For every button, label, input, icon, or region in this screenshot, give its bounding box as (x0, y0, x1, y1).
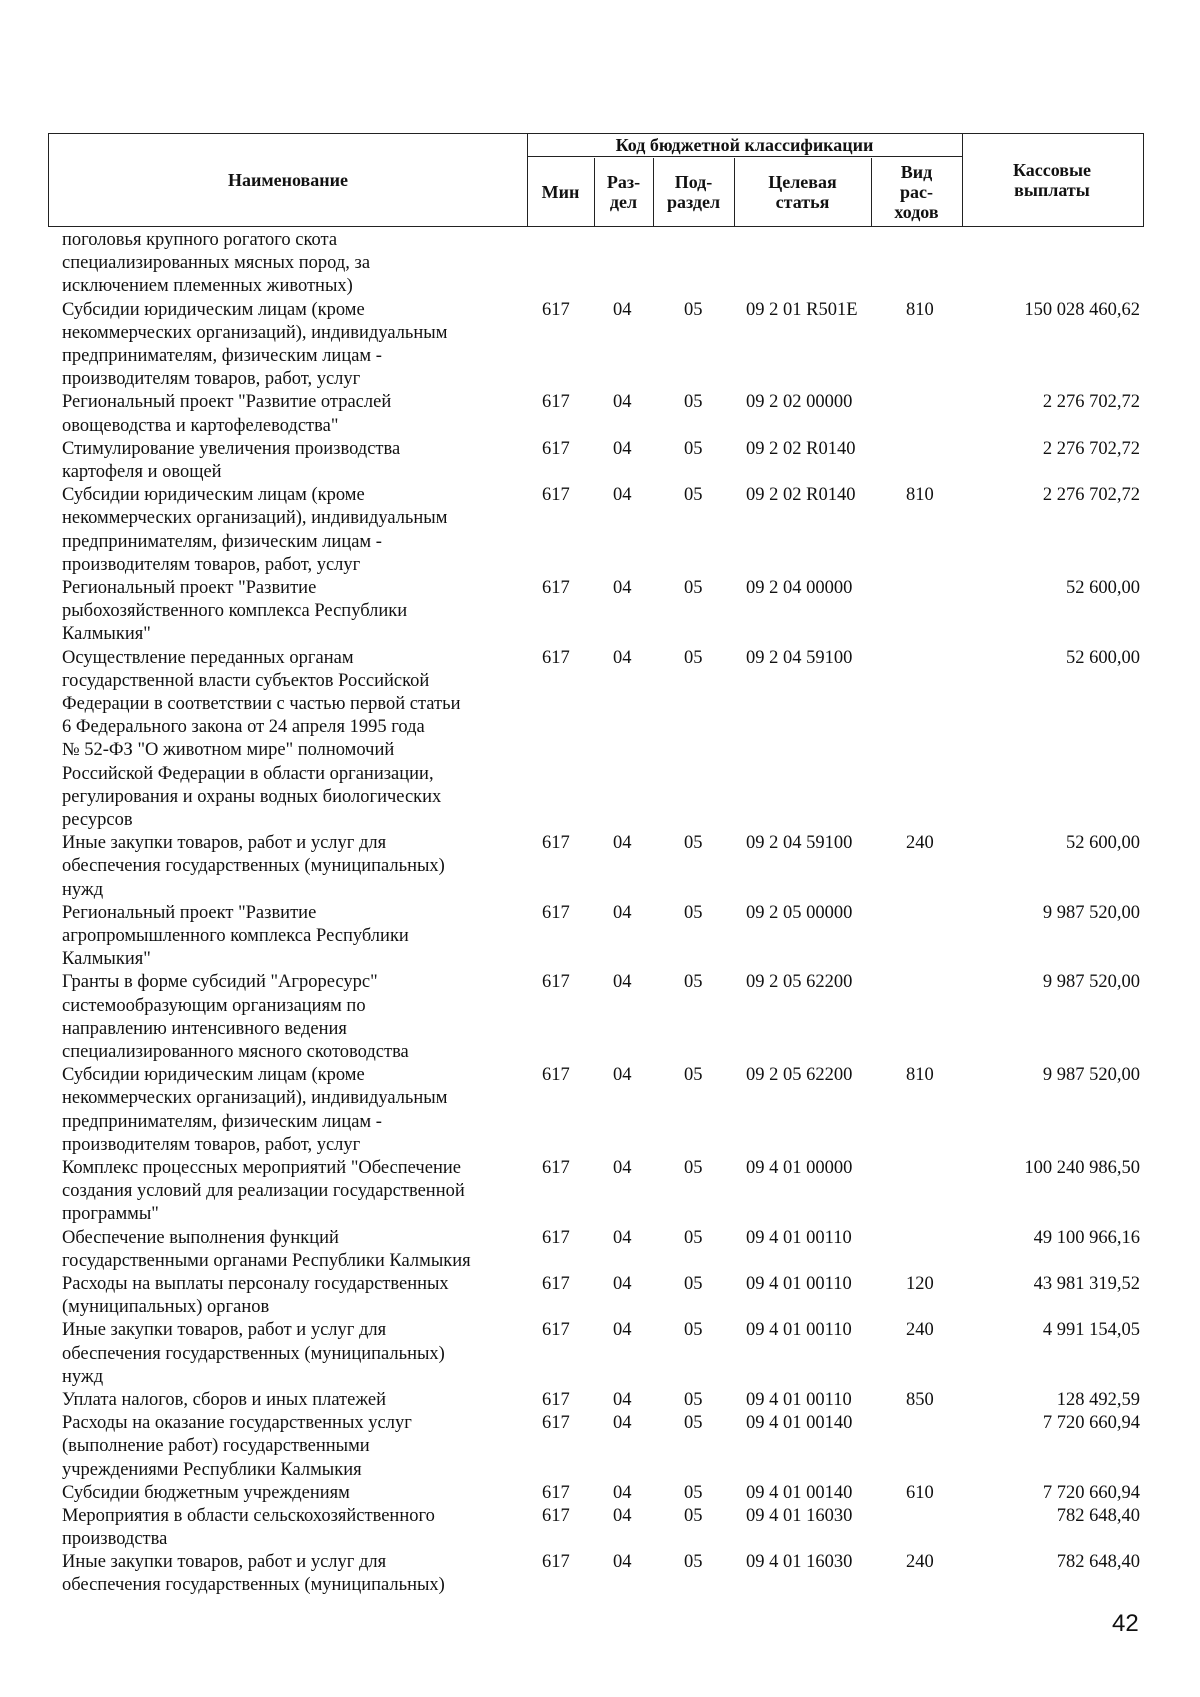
header-podrazdel: Под- раздел (666, 171, 721, 212)
row-name-line: нужд (62, 1366, 104, 1387)
header-name: Наименование (228, 169, 348, 190)
row-name-line: овощеводства и картофелеводства" (62, 415, 339, 436)
row-podrazdel: 05 (684, 392, 703, 413)
row-name-line: Субсидии юридическим лицам (кроме (62, 485, 365, 506)
row-name (62, 971, 524, 1064)
row-name-line: Российской Федерации в области организации, (62, 763, 434, 784)
row-name-line: Обеспечение выполнения функций (62, 1227, 339, 1248)
table-row (0, 971, 1200, 1064)
row-name-line: системообразующим организациям по (62, 995, 366, 1016)
table-row (0, 438, 1200, 484)
row-podrazdel: 05 (684, 1320, 703, 1341)
row-amount: 2 276 702,72 (1042, 392, 1140, 413)
row-vid: 810 (906, 299, 934, 320)
row-target: 09 4 01 00110 (746, 1273, 852, 1294)
row-vid: 850 (906, 1389, 934, 1410)
row-min: 617 (542, 299, 570, 320)
table-row (0, 1227, 1200, 1273)
row-razdel: 04 (613, 902, 632, 923)
row-podrazdel: 05 (684, 902, 703, 923)
row-min: 617 (542, 972, 570, 993)
row-name (62, 1319, 524, 1389)
row-razdel: 04 (613, 1505, 632, 1526)
row-podrazdel: 05 (684, 1227, 703, 1248)
table-row (0, 647, 1200, 833)
row-name (62, 484, 524, 577)
row-name-line: нужд (62, 879, 104, 900)
table-row (0, 484, 1200, 577)
row-target: 09 4 01 00110 (746, 1227, 852, 1248)
row-name-line: поголовья крупного рогатого скота (62, 230, 338, 250)
row-min: 617 (542, 1552, 570, 1573)
header-target: Целевая статья (768, 171, 837, 212)
row-razdel: 04 (613, 1482, 632, 1503)
row-amount: 7 720 660,94 (1042, 1482, 1140, 1503)
row-min: 617 (542, 833, 570, 854)
table-row (0, 832, 1200, 902)
row-podrazdel: 05 (684, 1413, 703, 1434)
row-amount: 9 987 520,00 (1042, 1065, 1140, 1086)
row-name-line: некоммерческих организаций), индивидуальным (62, 1088, 448, 1109)
row-razdel: 04 (613, 1320, 632, 1341)
row-name-line: Расходы на оказание государственных услуг (62, 1413, 412, 1434)
row-podrazdel: 05 (684, 1389, 703, 1410)
row-amount: 2 276 702,72 (1042, 485, 1140, 506)
row-name-line: Иные закупки товаров, работ и услуг для (62, 833, 387, 854)
row-razdel: 04 (613, 392, 632, 413)
row-name-line: № 52-ФЗ "О животном мире" полномочий (62, 740, 395, 761)
row-vid: 120 (906, 1273, 934, 1294)
row-name-line: государственными органами Республики Калмыкия (62, 1250, 471, 1271)
header-code-group: Код бюджетной классификации (615, 135, 874, 155)
row-razdel: 04 (613, 1065, 632, 1086)
row-name-line: Комплекс процессных мероприятий "Обеспечение (62, 1157, 461, 1178)
row-name-line: направлению интенсивного ведения (62, 1018, 347, 1039)
row-min: 617 (542, 1389, 570, 1410)
row-name (62, 1412, 524, 1482)
row-vid: 240 (906, 1320, 934, 1341)
row-target: 09 4 01 00110 (746, 1320, 852, 1341)
row-min: 617 (542, 1413, 570, 1434)
row-name-line: Калмыкия" (62, 624, 151, 645)
row-name (62, 1389, 524, 1412)
row-name-line: Региональный проект "Развитие отраслей (62, 392, 392, 413)
row-min: 617 (542, 438, 570, 459)
table-header (48, 133, 1144, 227)
row-name (62, 1482, 524, 1505)
row-name-line: предпринимателям, физическим лицам - (62, 531, 382, 552)
row-name-line: Иные закупки товаров, работ и услуг для (62, 1552, 387, 1573)
row-name (62, 1273, 524, 1319)
row-min: 617 (542, 1273, 570, 1294)
row-podrazdel: 05 (684, 972, 703, 993)
row-razdel: 04 (613, 1413, 632, 1434)
row-amount: 49 100 966,16 (1033, 1227, 1140, 1248)
row-vid: 810 (906, 1065, 934, 1086)
row-name-line: Мероприятия в области сельскохозяйственного (62, 1505, 435, 1526)
row-name-line: Региональный проект "Развитие (62, 577, 317, 598)
row-name (62, 299, 524, 392)
row-name-line: Осуществление переданных органам (62, 647, 354, 668)
row-min: 617 (542, 902, 570, 923)
header-vid: Вид рас- ходов (894, 161, 939, 222)
row-name (62, 1227, 524, 1273)
row-min: 617 (542, 1157, 570, 1178)
header-divider (527, 156, 962, 157)
row-razdel: 04 (613, 833, 632, 854)
row-name-line: учреждениями Республики Калмыкия (62, 1459, 362, 1480)
row-target: 09 2 05 62200 (746, 972, 853, 993)
row-name-line: (муниципальных) органов (62, 1297, 270, 1318)
row-name-line: Субсидии бюджетным учреждениям (62, 1482, 350, 1503)
row-name-line: программы" (62, 1204, 159, 1225)
row-podrazdel: 05 (684, 438, 703, 459)
row-name-line: (выполнение работ) государственными (62, 1436, 370, 1457)
row-target: 09 2 01 R501E (746, 299, 858, 320)
row-name-line: Калмыкия" (62, 949, 151, 970)
row-vid: 240 (906, 833, 934, 854)
row-name-line: Стимулирование увеличения производства (62, 438, 401, 459)
row-name-line: производителям товаров, работ, услуг (62, 554, 361, 575)
row-target: 09 2 05 00000 (746, 902, 853, 923)
row-name-line: ресурсов (62, 809, 133, 830)
row-min: 617 (542, 647, 570, 668)
row-podrazdel: 05 (684, 1157, 703, 1178)
row-podrazdel: 05 (684, 1482, 703, 1503)
row-amount: 4 991 154,05 (1042, 1320, 1140, 1341)
row-vid: 610 (906, 1482, 934, 1503)
row-name-line: Субсидии юридическим лицам (кроме (62, 1065, 365, 1086)
row-razdel: 04 (613, 1552, 632, 1573)
row-podrazdel: 05 (684, 577, 703, 598)
row-name-line: обеспечения государственных (муниципальных) (62, 1575, 445, 1596)
row-name (62, 577, 524, 647)
header-amount: Кассовые выплаты (1012, 159, 1092, 200)
row-name-line: обеспечения государственных (муниципальных) (62, 1343, 445, 1364)
row-podrazdel: 05 (684, 299, 703, 320)
row-razdel: 04 (613, 1227, 632, 1248)
row-vid: 810 (906, 485, 934, 506)
row-razdel: 04 (613, 438, 632, 459)
row-target: 09 2 02 R0140 (746, 438, 856, 459)
row-name-line: специализированных мясных пород, за (62, 253, 371, 274)
row-name-line: предпринимателям, физическим лицам - (62, 1111, 382, 1132)
row-target: 09 4 01 16030 (746, 1552, 853, 1573)
table-body (0, 229, 1200, 1598)
row-target: 09 4 01 16030 (746, 1505, 853, 1526)
table-row (0, 1551, 1200, 1597)
row-name-line: Гранты в форме субсидий "Агроресурс" (62, 972, 378, 993)
row-amount: 52 600,00 (1066, 577, 1140, 598)
table-row (0, 1157, 1200, 1227)
row-min: 617 (542, 1227, 570, 1248)
row-podrazdel: 05 (684, 647, 703, 668)
row-name-line: Федерации в соответствии с частью первой статьи (62, 693, 461, 714)
row-target: 09 4 01 00000 (746, 1157, 853, 1178)
row-podrazdel: 05 (684, 1505, 703, 1526)
table-row (0, 1319, 1200, 1389)
row-name-line: создания условий для реализации государственной (62, 1181, 465, 1202)
row-target: 09 2 02 R0140 (746, 485, 856, 506)
header-min: Мин (541, 181, 580, 202)
row-podrazdel: 05 (684, 1065, 703, 1086)
table-row (0, 299, 1200, 392)
row-target: 09 2 05 62200 (746, 1065, 853, 1086)
table-row (0, 1505, 1200, 1551)
row-amount: 52 600,00 (1066, 647, 1140, 668)
row-min: 617 (542, 1065, 570, 1086)
row-razdel: 04 (613, 1273, 632, 1294)
table-row (0, 577, 1200, 647)
page-number: 42 (1112, 1610, 1139, 1637)
row-name (62, 1505, 524, 1551)
table-row (0, 1064, 1200, 1157)
row-name-line: специализированного мясного скотоводства (62, 1041, 409, 1062)
row-razdel: 04 (613, 972, 632, 993)
row-target: 09 2 04 59100 (746, 647, 853, 668)
row-min: 617 (542, 1505, 570, 1526)
row-razdel: 04 (613, 1157, 632, 1178)
header-razdel: Раз- дел (606, 171, 641, 212)
row-amount: 150 028 460,62 (1024, 299, 1140, 320)
row-amount: 782 648,40 (1056, 1552, 1140, 1573)
row-name (62, 832, 524, 902)
row-name-line: регулирования и охраны водных биологических (62, 786, 442, 807)
row-name (62, 1157, 524, 1227)
row-name-line: Расходы на выплаты персоналу государственных (62, 1273, 449, 1294)
row-name (62, 1064, 524, 1157)
row-podrazdel: 05 (684, 833, 703, 854)
row-amount: 7 720 660,94 (1042, 1413, 1140, 1434)
table-row (0, 1389, 1200, 1412)
row-amount: 9 987 520,00 (1042, 902, 1140, 923)
row-name (62, 902, 524, 972)
table-row (0, 1273, 1200, 1319)
row-target: 09 4 01 00140 (746, 1413, 853, 1434)
row-name-line: производителям товаров, работ, услуг (62, 369, 361, 390)
row-target: 09 4 01 00140 (746, 1482, 853, 1503)
row-min: 617 (542, 392, 570, 413)
row-name-line: обеспечения государственных (муниципальных) (62, 856, 445, 877)
row-name (62, 1551, 524, 1597)
row-name-line: производителям товаров, работ, услуг (62, 1134, 361, 1155)
row-name (62, 647, 524, 833)
row-target: 09 2 02 00000 (746, 392, 853, 413)
row-name-line: некоммерческих организаций), индивидуальным (62, 508, 448, 529)
row-vid: 240 (906, 1552, 934, 1573)
row-target: 09 4 01 00110 (746, 1389, 852, 1410)
row-name-line: агропромышленного комплекса Республики (62, 925, 409, 946)
row-razdel: 04 (613, 577, 632, 598)
row-name-line: производства (62, 1529, 168, 1550)
table-row (0, 902, 1200, 972)
row-target: 09 2 04 00000 (746, 577, 853, 598)
row-amount: 128 492,59 (1056, 1389, 1140, 1410)
row-name (62, 391, 524, 437)
row-name-line: рыбохозяйственного комплекса Республики (62, 601, 408, 622)
row-name-line: предпринимателям, физическим лицам - (62, 346, 382, 366)
row-min: 617 (542, 1320, 570, 1341)
row-amount: 43 981 319,52 (1033, 1273, 1140, 1294)
row-razdel: 04 (613, 647, 632, 668)
row-razdel: 04 (613, 299, 632, 320)
row-target: 09 2 04 59100 (746, 833, 853, 854)
row-name-line: картофеля и овощей (62, 461, 222, 482)
table-row (0, 1412, 1200, 1482)
row-podrazdel: 05 (684, 1552, 703, 1573)
row-min: 617 (542, 1482, 570, 1503)
table-row (0, 229, 1200, 299)
row-razdel: 04 (613, 485, 632, 506)
row-name (62, 229, 524, 299)
row-name-line: государственной власти субъектов Российской (62, 670, 430, 691)
table-row (0, 391, 1200, 437)
row-name-line: Уплата налогов, сборов и иных платежей (62, 1389, 387, 1410)
row-min: 617 (542, 577, 570, 598)
row-amount: 52 600,00 (1066, 833, 1140, 854)
row-razdel: 04 (613, 1389, 632, 1410)
row-amount: 782 648,40 (1056, 1505, 1140, 1526)
row-name-line: 6 Федерального закона от 24 апреля 1995 года (62, 717, 425, 738)
table-row (0, 1482, 1200, 1505)
row-min: 617 (542, 485, 570, 506)
row-name (62, 438, 524, 484)
row-name-line: исключением племенных животных) (62, 276, 353, 297)
row-podrazdel: 05 (684, 485, 703, 506)
row-podrazdel: 05 (684, 1273, 703, 1294)
row-name-line: Региональный проект "Развитие (62, 902, 317, 923)
row-name-line: Субсидии юридическим лицам (кроме (62, 299, 365, 320)
row-name-line: Иные закупки товаров, работ и услуг для (62, 1320, 387, 1341)
row-amount: 2 276 702,72 (1042, 438, 1140, 459)
row-amount: 9 987 520,00 (1042, 972, 1140, 993)
row-name-line: некоммерческих организаций), индивидуальным (62, 322, 448, 343)
row-amount: 100 240 986,50 (1024, 1157, 1140, 1178)
